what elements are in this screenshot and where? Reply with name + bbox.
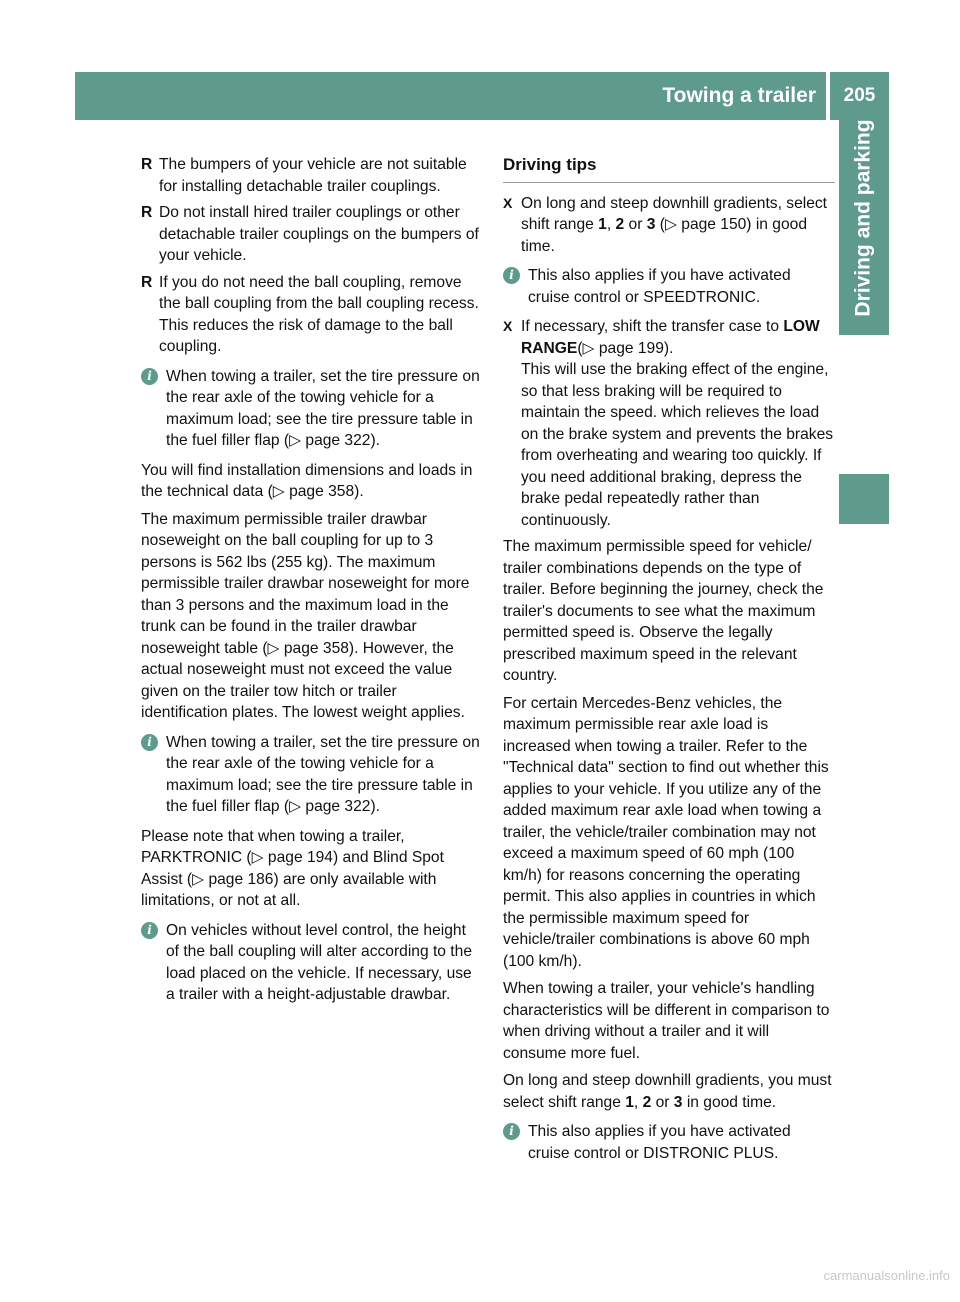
left-column [141, 154, 482, 1014]
page-header [75, 72, 889, 120]
separator: or [624, 216, 647, 233]
info-note [503, 1121, 835, 1164]
chapter-marker [839, 474, 889, 524]
body-text: in good time. [682, 1093, 777, 1111]
info-icon: i [141, 922, 158, 939]
chapter-tab-label-wrap [839, 115, 889, 320]
body-paragraph: The maximum permissible speed for vehicle/ trailer combinations depends on the type of trailer. Before beginning the journey, check the trailer's documents to see what the maximum permitted speed is. Observe the legally prescribed maximum speed in the relevant country. [503, 538, 824, 684]
bullet-text: Do not install hired trailer couplings or other detachable trailer couplings on the bumpers of your vehicle. [159, 204, 479, 264]
info-icon: i [141, 368, 158, 385]
body-paragraph: The maximum permissible trailer drawbar noseweight on the ball coupling for up to 3 persons is 562 lbs (255 kg). The maximum permissible trailer drawbar noseweight for more than 3 persons and the maximum load in the trunk can be found in the trailer drawbar noseweight table (▷ page 358). However, the actual noseweight must not exceed the value given on the trailer tow hitch or trailer identification plates. The lowest weight applies. [141, 510, 470, 721]
bullet-text: The bumpers of your vehicle are not suitable for installing detachable trailer couplings. [159, 156, 467, 195]
separator: , [633, 1093, 643, 1111]
info-note [141, 920, 482, 1006]
info-text: This also applies if you have activated cruise control or DISTRONIC PLUS. [528, 1123, 791, 1162]
bullet-text: If you do not need the ball coupling, remove the ball coupling from the ball coupling recess. This reduces the risk of damage to the ball coupling. [159, 273, 479, 355]
step-marker: X [503, 194, 513, 211]
shift-range: 2 [615, 216, 625, 233]
body-text: On long and steep downhill gradients, you must select shift range [503, 1072, 832, 1111]
shift-range: 3 [646, 216, 656, 233]
list-item [141, 202, 482, 267]
body-paragraph: You will find installation dimensions and loads in the technical data (▷ page 358). [141, 461, 473, 500]
step-text: If necessary, shift the transfer case to [521, 318, 784, 335]
body-paragraph: When towing a trailer, your vehicle's handling characteristics will be different in comparison to when driving without a trailer and it will consume more fuel. [503, 980, 830, 1062]
info-text: When towing a trailer, set the tire pressure on the rear axle of the towing vehicle for a maximum load; see the tire pressure table in the fuel filler flap (▷ page 322). [166, 367, 480, 449]
instruction-step [503, 193, 835, 258]
bullet-marker: R [141, 156, 153, 173]
step-text: (▷ page 150) in good time. [521, 216, 807, 255]
info-icon: i [503, 1123, 520, 1140]
info-text: This also applies if you have activated cruise control or SPEEDTRONIC. [528, 267, 791, 306]
info-text: On vehicles without level control, the height of the ball coupling will alter according to the load placed on the vehicle. If necessary, use a trailer with a height-adjustable drawbar. [166, 921, 472, 1003]
bullet-marker: R [141, 273, 153, 291]
separator: or [651, 1093, 674, 1111]
step-text: On long and steep downhill gradients, select shift range [521, 194, 828, 233]
shift-range: 1 [625, 1093, 634, 1111]
info-note [141, 732, 482, 818]
right-column [503, 154, 835, 1172]
info-note [503, 265, 835, 308]
page-title: Towing a trailer [662, 84, 816, 107]
body-paragraph: For certain Mercedes-Benz vehicles, the maximum permissible rear axle load is increased when towing a trailer. Refer to the "Technical data" section to find out whether this applies to your vehicle. If you utilize any of the added maximum rear axle load when towing a trailer, the vehicle/trailer combination may not exceed a maximum speed of 60 mph (100 km/h) for reasons concerning the operating permit. This also applies in countries in which the permissible maximum speed for vehicle/trailer combinations is above 60 mph (100 km/h). [503, 694, 829, 970]
chapter-tab-label: Driving and parking [852, 118, 876, 317]
info-icon: i [503, 267, 520, 284]
bullet-marker: R [141, 204, 153, 221]
info-note [141, 366, 482, 452]
separator: , [606, 216, 616, 233]
info-text: When towing a trailer, set the tire pressure on the rear axle of the towing vehicle for a maximum load; see the tire pressure table in the fuel filler flap (▷ page 322). [166, 733, 480, 815]
page-reference: (▷ page 199). [577, 339, 674, 357]
page-number: 205 [843, 85, 876, 106]
step-marker: X [503, 318, 513, 334]
section-title: Driving tips [503, 154, 835, 183]
shift-range: 3 [673, 1093, 683, 1111]
instruction-step [503, 316, 835, 531]
body-paragraph: Please note that when towing a trailer, PARKTRONIC (▷ page 194) and Blind Spot Assist (▷ page 186) are only available with limitations, or not at all. [141, 827, 444, 909]
body-paragraph [503, 1070, 835, 1113]
list-item [141, 272, 482, 358]
step-detail: This will use the braking effect of the engine, so that less braking will be required to maintain the speed. which relieves the load on the brake system and prevents the brakes from overheating and wearing too quickly. If you need additional braking, depress the brake pedal repeatedly rather than continuously. [521, 361, 834, 529]
shift-range: 1 [598, 216, 607, 233]
transfer-case-range: LOW RANGE [521, 318, 820, 357]
list-item [141, 154, 482, 197]
info-icon: i [141, 734, 158, 751]
watermark: carmanualsonline.info [823, 1268, 950, 1283]
shift-range: 2 [642, 1093, 652, 1111]
